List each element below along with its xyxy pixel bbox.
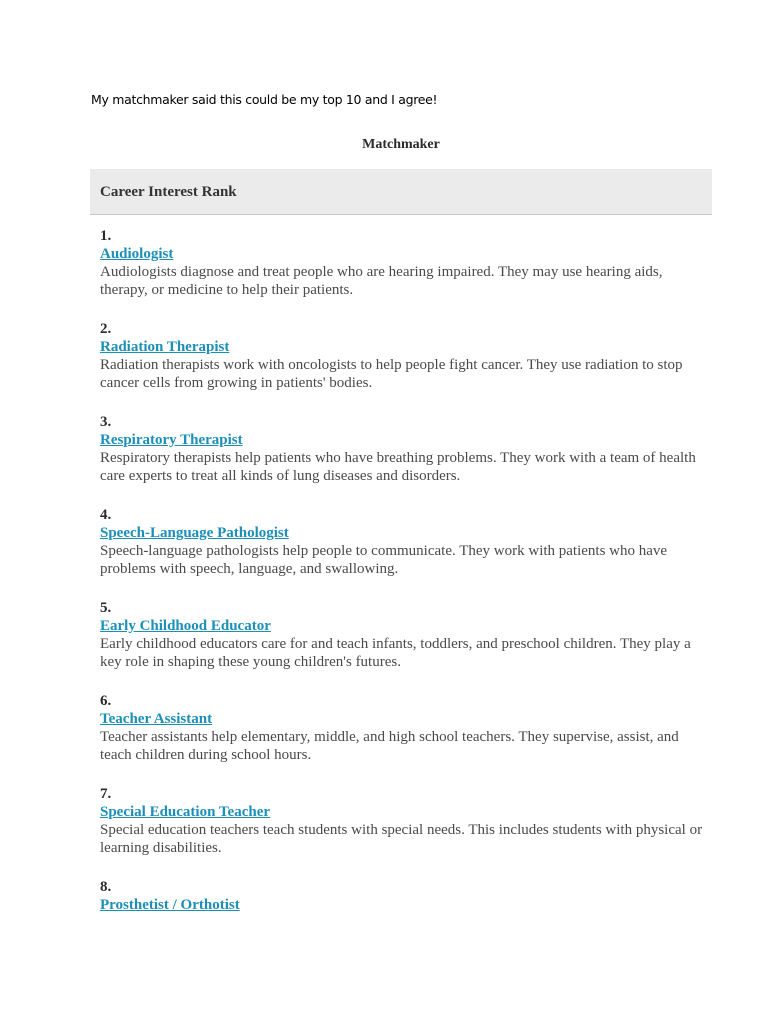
career-link-respiratory-therapist[interactable]: Respiratory Therapist [100, 432, 243, 448]
table-header-label: Career Interest Rank [100, 184, 237, 200]
career-description: Audiologists diagnose and treat people who are hearing impaired. They may use hearing aids, therapy, or medicine to help their patients. [100, 264, 663, 298]
career-link-audiologist[interactable]: Audiologist [100, 246, 174, 262]
career-rank: 2. [100, 321, 112, 337]
section-title: Matchmaker [362, 137, 440, 152]
career-item [100, 692, 710, 785]
career-item [100, 599, 710, 692]
career-item [100, 227, 710, 320]
career-link-teacher-assistant[interactable]: Teacher Assistant [100, 711, 213, 727]
career-link-special-education-teacher[interactable]: Special Education Teacher [100, 804, 271, 820]
career-description: Respiratory therapists help patients who have breathing problems. They work with a team of health care experts to treat all kinds of lung diseases and disorders. [100, 450, 696, 484]
career-link-prosthetist-orthotist[interactable]: Prosthetist / Orthotist [100, 897, 240, 913]
career-item [100, 413, 710, 506]
career-description: Speech-language pathologists help people to communicate. They work with patients who have problems with speech, language, and swallowing. [100, 543, 668, 577]
table-header [90, 169, 712, 215]
intro-text: My matchmaker said this could be my top 10 and I agree! [91, 92, 438, 107]
career-description: Early childhood educators care for and teach infants, toddlers, and preschool children. They play a key role in shaping these young children's futures. [100, 636, 691, 670]
career-item [100, 878, 710, 971]
career-rank: 5. [100, 600, 112, 616]
career-link-radiation-therapist[interactable]: Radiation Therapist [100, 339, 230, 355]
career-list [100, 227, 710, 971]
career-rank: 3. [100, 414, 112, 430]
career-item [100, 320, 710, 413]
career-rank: 1. [100, 228, 112, 244]
career-link-early-childhood-educator[interactable]: Early Childhood Educator [100, 618, 271, 634]
career-item [100, 506, 710, 599]
career-rank: 7. [100, 786, 112, 802]
career-rank: 4. [100, 507, 112, 523]
career-rank: 8. [100, 879, 112, 895]
career-rank: 6. [100, 693, 112, 709]
career-description: Teacher assistants help elementary, middle, and high school teachers. They supervise, assist, and teach children during school hours. [100, 729, 679, 763]
career-link-speech-language-pathologist[interactable]: Speech-Language Pathologist [100, 525, 289, 541]
career-item [100, 785, 710, 878]
career-description: Radiation therapists work with oncologists to help people fight cancer. They use radiation to stop cancer cells from growing in patients' bodies. [100, 357, 683, 391]
career-description: Special education teachers teach students with special needs. This includes students with physical or learning disabilities. [100, 822, 703, 856]
